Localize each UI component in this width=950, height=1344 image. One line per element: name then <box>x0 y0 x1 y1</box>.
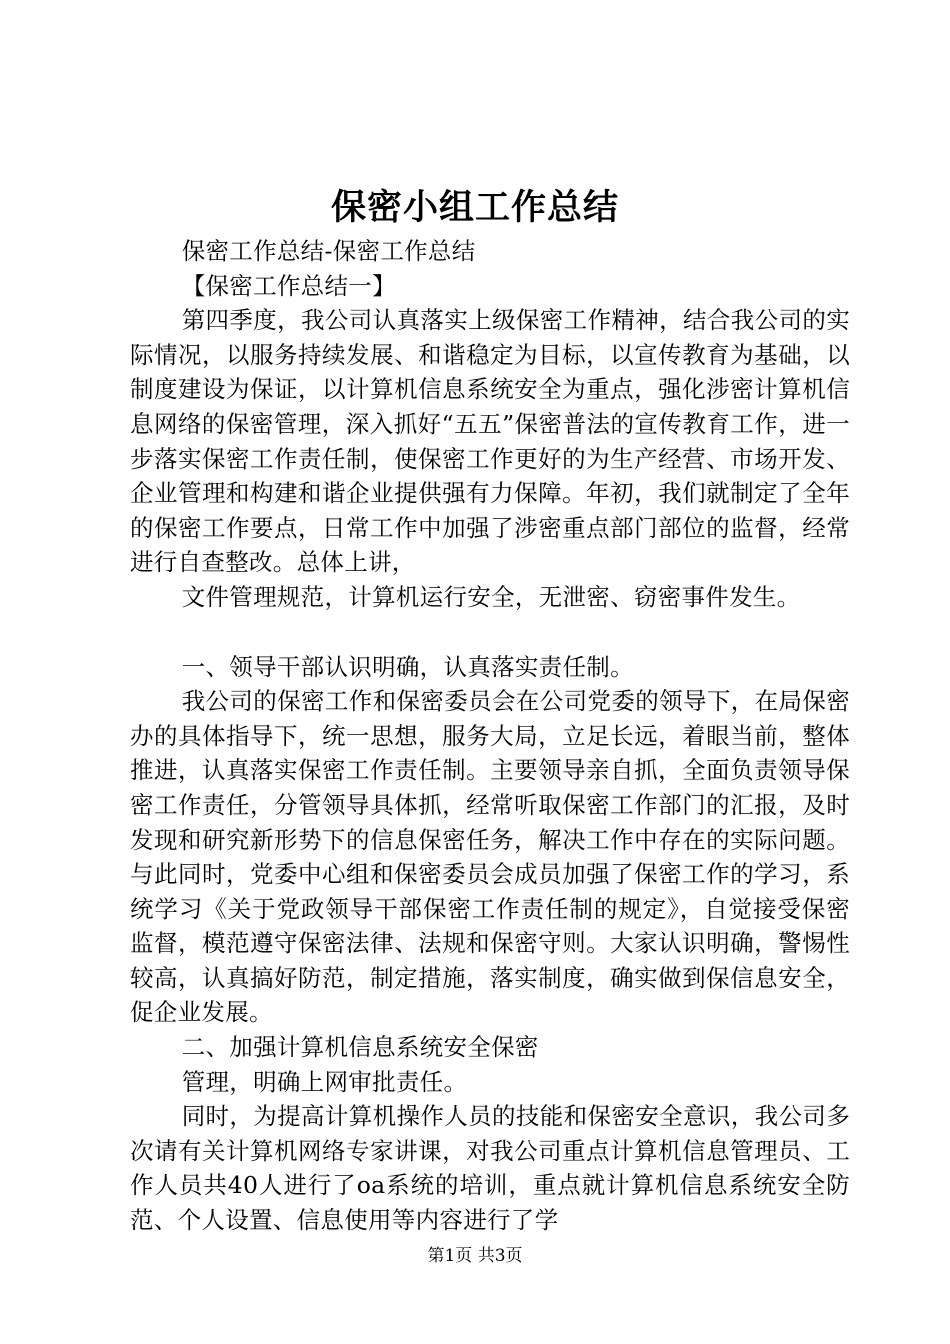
paragraph-1: 第四季度，我公司认真落实上级保密工作精神，结合我公司的实际情况，以服务持续发展、和谐稳定为目标，以宣传教育为基础，以制度建设为保证，以计算机信息系统安全为重点，强化涉密计算机信息网络的保密管理，深入抓好“五五”保密普法的宣传教育工作，进一步落实保密工作责任制，使保密工作更好的为生产经营、市场开发、企业管理和构建和谐企业提供强有力保障。年初，我们就制定了全年的保密工作要点，日常工作中加强了涉密重点部门部位的监督，经常进行自查整改。总体上讲， <box>130 306 850 577</box>
document-subtitle: 保密工作总结-保密工作总结 <box>181 237 476 265</box>
page-number-footer: 第1页 共3页 <box>427 1246 523 1266</box>
heading-section-1: 一、领导干部认识明确，认真落实责任制。 <box>181 652 634 681</box>
paragraph-gap <box>130 615 850 650</box>
section-heading: 【保密工作总结一】 <box>181 271 396 300</box>
heading-section-2: 二、加强计算机信息系统安全保密 <box>181 1033 539 1062</box>
paragraph-2: 文件管理规范，计算机运行安全，无泄密、窃密事件发生。 <box>181 582 801 611</box>
paragraph-5: 同时，为提高计算机操作人员的技能和保密安全意识，我公司多次请有关计算机网络专家讲课，对我公司重点计算机信息管理员、工作人员共40人进行了oa系统的培训，重点就计算机信息系统安全防范、个人设置、信息使用等内容进行了学 <box>130 1102 850 1235</box>
document-body <box>130 234 850 1238</box>
paragraph-3: 我公司的保密工作和保密委员会在公司党委的领导下，在局保密办的具体指导下，统一思想，服务大局，立足长远，着眼当前，整体推进，认真落实保密工作责任制。主要领导亲自抓，全面负责领导保密工作责任，分管领导具体抓，经常听取保密工作部门的汇报，及时发现和研究新形势下的信息保密任务，解决工作中存在的实际问题。与此同时，党委中心组和保密委员会成员加强了保密工作的学习，系统学习《关于党政领导干部保密工作责任制的规定》，自觉接受保密监督，模范遵守保密法律、法规和保密守则。大家认识明确，警惕性较高，认真搞好防范，制定措施，落实制度，确实做到保信息安全，促企业发展。 <box>130 687 850 1027</box>
document-title: 保密小组工作总结 <box>330 187 619 228</box>
paragraph-4: 管理，明确上网审批责任。 <box>181 1067 468 1096</box>
